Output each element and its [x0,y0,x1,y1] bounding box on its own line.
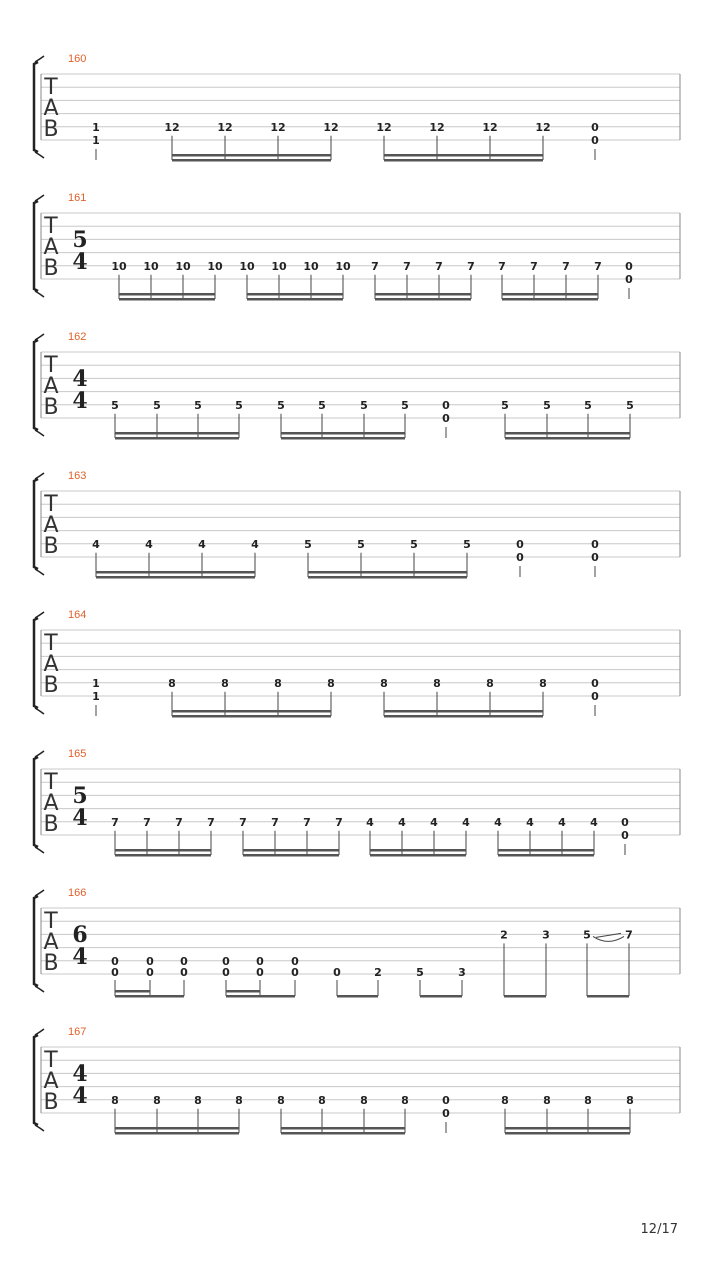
beam [420,995,462,998]
tab-clef-letter: B [43,534,59,559]
fret-number: 8 [360,1093,368,1107]
fret-number: 0 [291,954,299,968]
beam [281,1127,405,1130]
fret-number: 8 [221,676,229,690]
fret-number: 7 [498,259,506,273]
beam [505,432,630,435]
fret-number: 4 [430,815,438,829]
system-165 [34,748,680,857]
fret-number: 0 [591,690,599,703]
tab-clef-letter: A [43,374,59,399]
system-163 [34,470,680,579]
fret-number: 5 [194,398,202,412]
beam [384,715,543,718]
time-signature-bottom: 4 [72,944,88,970]
fret-number: 7 [467,259,475,273]
beam [172,715,331,718]
fret-number: 12 [270,120,286,134]
system-164 [34,609,680,718]
fret-number: 12 [482,120,498,134]
fret-number: 0 [256,966,264,979]
tab-clef-letter: T [44,909,58,934]
fret-number: 10 [303,259,319,273]
fret-number: 5 [626,398,634,412]
fret-number: 7 [271,815,279,829]
tab-clef-letter: A [43,652,59,677]
beam [115,849,211,852]
beam [370,854,466,857]
beam [498,854,594,857]
fret-number: 10 [175,259,191,273]
fret-number: 8 [327,676,335,690]
fret-number: 0 [516,537,524,551]
beam [119,298,215,301]
fret-number: 4 [398,815,406,829]
fret-number: 5 [401,398,409,412]
measure-number: 162 [68,331,87,343]
system-160 [34,53,680,162]
beam [504,995,546,998]
tab-clef-letter: A [43,235,59,260]
beam [115,437,239,440]
system-bracket [34,62,38,152]
fret-number: 4 [198,537,206,551]
fret-number: 7 [530,259,538,273]
time-signature-bottom: 4 [72,249,88,275]
beam [96,576,255,579]
system-167 [34,1026,680,1135]
fret-number: 8 [168,676,176,690]
fret-number: 0 [621,829,629,842]
bracket-hook [35,986,44,992]
fret-number: 0 [591,551,599,564]
fret-number: 4 [558,815,566,829]
measure-number: 167 [68,1026,87,1038]
fret-number: 5 [584,398,592,412]
measure-number: 165 [68,748,87,760]
fret-number: 5 [111,398,119,412]
fret-number: 5 [410,537,418,551]
beam [384,154,543,157]
bracket-hook [35,291,44,297]
fret-number: 0 [591,120,599,134]
beam [96,571,255,574]
tab-clef-letter: A [43,791,59,816]
fret-number: 8 [153,1093,161,1107]
system-bracket [34,479,38,569]
system-bracket [34,201,38,291]
bracket-hook [35,847,44,853]
fret-number: 5 [463,537,471,551]
beam [384,159,543,162]
beam [115,1127,239,1130]
bracket-hook [35,334,44,340]
beam [115,854,211,857]
fret-number: 7 [303,815,311,829]
fret-number: 8 [277,1093,285,1107]
fret-number: 0 [111,954,119,968]
beam [115,995,184,998]
beam [172,710,331,713]
beam [119,293,215,296]
bracket-hook [35,612,44,618]
tab-clef-letter: A [43,1069,59,1094]
fret-number: 8 [401,1093,409,1107]
fret-number: 8 [274,676,282,690]
beam [370,849,466,852]
fret-number: 4 [494,815,502,829]
beam [505,1132,630,1135]
time-signature-bottom: 4 [72,1083,88,1109]
beam [587,995,629,998]
fret-number: 10 [335,259,351,273]
fret-number: 0 [591,676,599,690]
fret-number: 0 [442,398,450,412]
beam [502,298,598,301]
fret-number: 8 [235,1093,243,1107]
beam [247,293,343,296]
beam [308,571,467,574]
fret-number: 8 [501,1093,509,1107]
fret-number: 7 [403,259,411,273]
fret-number: 8 [539,676,547,690]
fret-number: 5 [153,398,161,412]
tab-clef-letter: T [44,353,58,378]
fret-number: 10 [111,259,127,273]
fret-number: 8 [543,1093,551,1107]
fret-number: 10 [271,259,287,273]
beam [384,710,543,713]
tab-clef-letter: T [44,770,58,795]
fret-number: 8 [486,676,494,690]
fret-number: 0 [625,273,633,286]
fret-number: 8 [318,1093,326,1107]
fret-number: 8 [194,1093,202,1107]
beam [375,298,471,301]
beam [375,293,471,296]
time-signature-top: 5 [72,783,88,809]
fret-number: 0 [591,537,599,551]
fret-number: 5 [360,398,368,412]
fret-number: 0 [291,966,299,979]
fret-number: 4 [462,815,470,829]
fret-number: 1 [92,676,100,690]
beam [115,990,150,993]
bracket-hook [35,195,44,201]
bracket-hook [35,890,44,896]
tab-clef-letter: T [44,1048,58,1073]
tab-clef-letter: B [43,951,59,976]
beam [172,154,331,157]
beam [281,432,405,435]
time-signature-top: 4 [72,1061,88,1087]
time-signature-top: 5 [72,227,88,253]
fret-number: 8 [433,676,441,690]
time-signature-top: 6 [72,922,88,948]
fret-number: 4 [92,537,100,551]
fret-number: 0 [625,259,633,273]
measure-number: 164 [68,609,87,621]
fret-number: 1 [92,120,100,134]
fret-number: 0 [516,551,524,564]
fret-number: 4 [590,815,598,829]
bracket-hook [35,152,44,158]
fret-number: 12 [376,120,392,134]
beam [308,576,467,579]
fret-number: 7 [335,815,343,829]
fret-number: 4 [145,537,153,551]
fret-number: 5 [304,537,312,551]
fret-number: 12 [164,120,180,134]
fret-number: 5 [357,537,365,551]
fret-number: 7 [175,815,183,829]
fret-number: 0 [180,954,188,968]
fret-number: 0 [146,966,154,979]
fret-number: 5 [583,928,591,942]
system-161 [34,192,680,301]
tab-clef-letter: T [44,631,58,656]
fret-number: 7 [111,815,119,829]
fret-number: 7 [207,815,215,829]
fret-number: 0 [180,966,188,979]
system-bracket [34,340,38,430]
system-bracket [34,618,38,708]
bracket-hook [35,56,44,62]
fret-number: 0 [222,966,230,979]
beam [505,1127,630,1130]
beam [247,298,343,301]
tab-clef-letter: A [43,930,59,955]
fret-number: 8 [380,676,388,690]
fret-number: 0 [442,1107,450,1120]
tab-clef-letter: T [44,492,58,517]
beam [115,1132,239,1135]
fret-number: 0 [111,966,119,979]
beam [172,159,331,162]
tab-clef-letter: B [43,395,59,420]
bracket-hook [35,751,44,757]
fret-number: 4 [366,815,374,829]
fret-number: 5 [543,398,551,412]
fret-number: 0 [442,1093,450,1107]
time-signature-bottom: 4 [72,805,88,831]
tab-clef-letter: B [43,673,59,698]
fret-number: 2 [500,928,508,942]
beam [505,437,630,440]
fret-number: 1 [92,690,100,703]
system-bracket [34,896,38,986]
time-signature-bottom: 4 [72,388,88,414]
beam [498,849,594,852]
system-166 [34,887,680,998]
measure-number: 163 [68,470,87,482]
fret-number: 12 [429,120,445,134]
fret-number: 0 [256,954,264,968]
fret-number: 5 [277,398,285,412]
fret-number: 0 [591,134,599,147]
fret-number: 5 [235,398,243,412]
fret-number: 4 [526,815,534,829]
beam [243,854,339,857]
bracket-hook [35,473,44,479]
beam [226,990,260,993]
fret-number: 10 [143,259,159,273]
fret-number: 2 [374,966,382,979]
fret-number: 7 [625,928,633,942]
tab-clef-letter: T [44,214,58,239]
beam [337,995,378,998]
fret-number: 0 [442,412,450,425]
fret-number: 10 [207,259,223,273]
fret-number: 7 [435,259,443,273]
fret-number: 3 [542,928,550,942]
fret-number: 0 [333,966,341,979]
fret-number: 0 [222,954,230,968]
fret-number: 7 [594,259,602,273]
fret-number: 7 [239,815,247,829]
system-bracket [34,1035,38,1125]
fret-number: 0 [146,954,154,968]
bracket-hook [35,430,44,436]
beam [115,432,239,435]
fret-number: 7 [562,259,570,273]
tab-clef-letter: A [43,96,59,121]
tab-clef-letter: A [43,513,59,538]
system-bracket [34,757,38,847]
fret-number: 12 [217,120,233,134]
tab-clef-letter: T [44,75,58,100]
tab-clef-letter: B [43,117,59,142]
fret-number: 12 [535,120,551,134]
system-162 [34,331,680,440]
fret-number: 4 [251,537,259,551]
fret-number: 0 [621,815,629,829]
measure-number: 161 [68,192,87,204]
fret-number: 5 [501,398,509,412]
page-indicator: 12/17 [640,1222,678,1237]
bracket-hook [35,569,44,575]
tab-clef-letter: B [43,256,59,281]
beam [502,293,598,296]
fret-number: 3 [458,966,466,979]
beam [226,995,295,998]
bracket-hook [35,1125,44,1131]
measure-number: 166 [68,887,87,899]
beam [243,849,339,852]
fret-number: 1 [92,134,100,147]
tab-clef-letter: B [43,812,59,837]
bracket-hook [35,708,44,714]
fret-number: 8 [111,1093,119,1107]
bracket-hook [35,1029,44,1035]
fret-number: 10 [239,259,255,273]
fret-number: 5 [318,398,326,412]
fret-number: 7 [143,815,151,829]
fret-number: 5 [416,966,424,979]
fret-number: 7 [371,259,379,273]
fret-number: 8 [626,1093,634,1107]
fret-number: 8 [584,1093,592,1107]
tab-clef-letter: B [43,1090,59,1115]
beam [281,1132,405,1135]
beam [281,437,405,440]
measure-number: 160 [68,53,87,65]
time-signature-top: 4 [72,366,88,392]
fret-number: 12 [323,120,339,134]
